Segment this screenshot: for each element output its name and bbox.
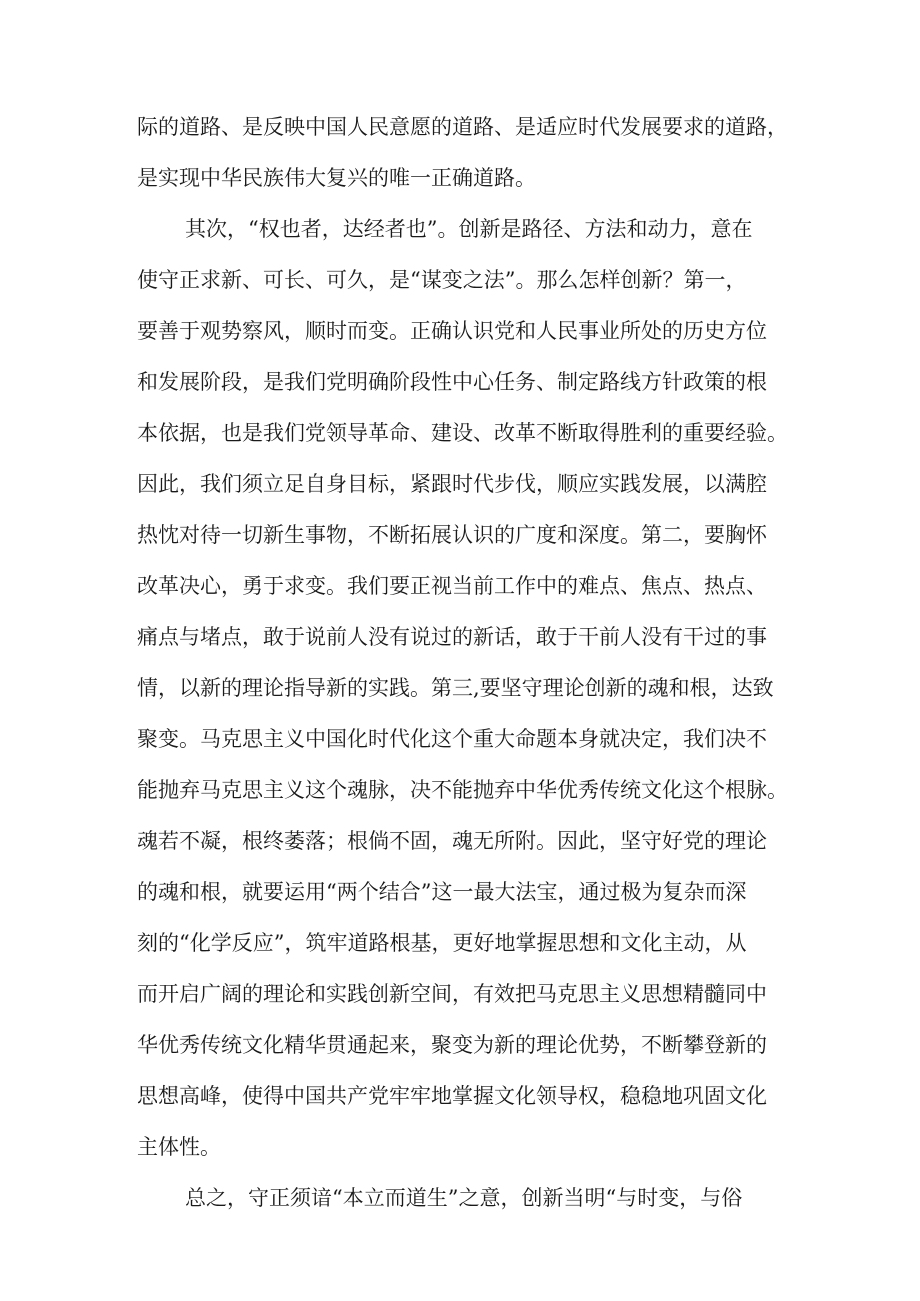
text-line-20: 思想高峰，使得中国共产党牢牢地掌握文化领导权，稳稳地巩固文化 bbox=[137, 1084, 767, 1108]
text-line-17: 刻的“化学反应”，筑牢道路根基，更好地掌握思想和文化主动，从 bbox=[137, 931, 747, 955]
text-line-15: 魂若不凝，根终萎落；根倘不固，魂无所附。因此，坚守好党的理论 bbox=[137, 829, 767, 853]
text-line-5: 要善于观势察风，顺时而变。正确认识党和人民事业所处的历史方位 bbox=[137, 319, 767, 343]
text-line-14: 能抛弃马克思主义这个魂脉，决不能抛弃中华优秀传统文化这个根脉。 bbox=[137, 778, 788, 802]
text-line-12: 情，以新的理论指导新的实践。第三,要坚守理论创新的魂和根，达致 bbox=[137, 676, 774, 700]
text-line-8: 因此，我们须立足自身目标，紧跟时代步伐，顺应实践发展，以满腔 bbox=[137, 472, 767, 496]
text-line-19: 华优秀传统文化精华贯通起来，聚变为新的理论优势，不断攀登新的 bbox=[137, 1033, 767, 1057]
text-line-1: 际的道路、是反映中国人民意愿的道路、是适应时代发展要求的道路， bbox=[137, 115, 788, 139]
text-line-3: 其次，“权也者，达经者也”。创新是路径、方法和动力，意在 bbox=[185, 217, 753, 241]
text-line-6: 和发展阶段，是我们党明确阶段性中心任务、制定路线方针政策的根 bbox=[137, 370, 767, 394]
text-line-9: 热忱对待一切新生事物，不断拓展认识的广度和深度。第二，要胸怀 bbox=[137, 523, 767, 547]
text-line-13: 聚变。马克思主义中国化时代化这个重大命题本身就决定，我们决不 bbox=[137, 727, 767, 751]
text-line-10: 改革决心，勇于求变。我们要正视当前工作中的难点、焦点、热点、 bbox=[137, 574, 767, 598]
text-line-21: 主体性。 bbox=[137, 1135, 221, 1159]
text-line-11: 痛点与堵点，敢于说前人没有说过的新话，敢于干前人没有干过的事 bbox=[137, 625, 767, 649]
text-line-2: 是实现中华民族伟大复兴的唯一正确道路。 bbox=[137, 166, 536, 190]
text-line-4: 使守正求新、可长、可久，是“谋变之法”。那么怎样创新？第一， bbox=[137, 268, 747, 292]
text-line-18: 而开启广阔的理论和实践创新空间，有效把马克思主义思想精髓同中 bbox=[137, 982, 767, 1006]
text-line-16: 的魂和根，就要运用“两个结合”这一最大法宝，通过极为复杂而深 bbox=[137, 880, 747, 904]
text-line-7: 本依据，也是我们党领导革命、建设、改革不断取得胜利的重要经验。 bbox=[137, 421, 788, 445]
text-line-22: 总之，守正须谙“本立而道生”之意，创新当明“与时变，与俗 bbox=[185, 1186, 743, 1210]
